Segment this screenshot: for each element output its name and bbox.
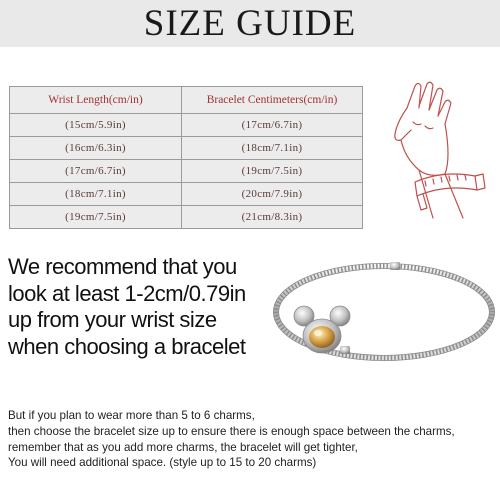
note-line: But if you plan to wear more than 5 to 6 charms, (8, 409, 255, 422)
wrist-size-cell: (16cm/6.3in) (10, 137, 182, 160)
wrist-size-cell: (15cm/5.9in) (10, 114, 182, 137)
column-header-wrist-length: Wrist Length(cm/in) (10, 87, 182, 114)
wrist-size-cell: (19cm/7.5in) (10, 206, 182, 229)
bracelet-size-cell: (17cm/6.7in) (182, 114, 363, 137)
column-header-bracelet-length: Bracelet Centimeters(cm/in) (182, 87, 363, 114)
table-header-row (10, 87, 363, 114)
size-table (9, 86, 363, 229)
table-row (10, 160, 363, 183)
recommendation-line: We recommend that you (8, 254, 237, 279)
table-row (10, 114, 363, 137)
recommendation-line: when choosing a bracelet (8, 333, 246, 359)
recommendation-text (8, 254, 268, 360)
bracelet-size-cell: (18cm/7.1in) (182, 137, 363, 160)
table-row (10, 183, 363, 206)
title-banner (0, 0, 500, 47)
charm-sizing-note (8, 408, 498, 471)
table-row (10, 206, 363, 229)
recommendation-line: up from your wrist size (8, 307, 217, 332)
note-line: then choose the bracelet size up to ensure there is enough space between the charms, (8, 424, 455, 438)
page-title: SIZE GUIDE (143, 3, 357, 44)
hand-measuring-tape-icon (385, 78, 490, 228)
wrist-size-cell: (18cm/7.1in) (10, 183, 182, 206)
bracelet-size-cell: (21cm/8.3in) (182, 206, 363, 229)
wrist-size-cell: (17cm/6.7in) (10, 160, 182, 183)
bracelet-size-cell: (20cm/7.9in) (182, 183, 363, 206)
bracelet-size-cell: (19cm/7.5in) (182, 160, 363, 183)
note-line: You will need additional space. (style up to 15 to 20 charms) (8, 456, 317, 470)
recommendation-line: look at least 1-2cm/0.79in (8, 280, 246, 306)
note-line: remember that as you add more charms, the bracelet will get tighter, (8, 440, 358, 454)
table-row (10, 137, 363, 160)
bracelet-photo (262, 250, 498, 390)
